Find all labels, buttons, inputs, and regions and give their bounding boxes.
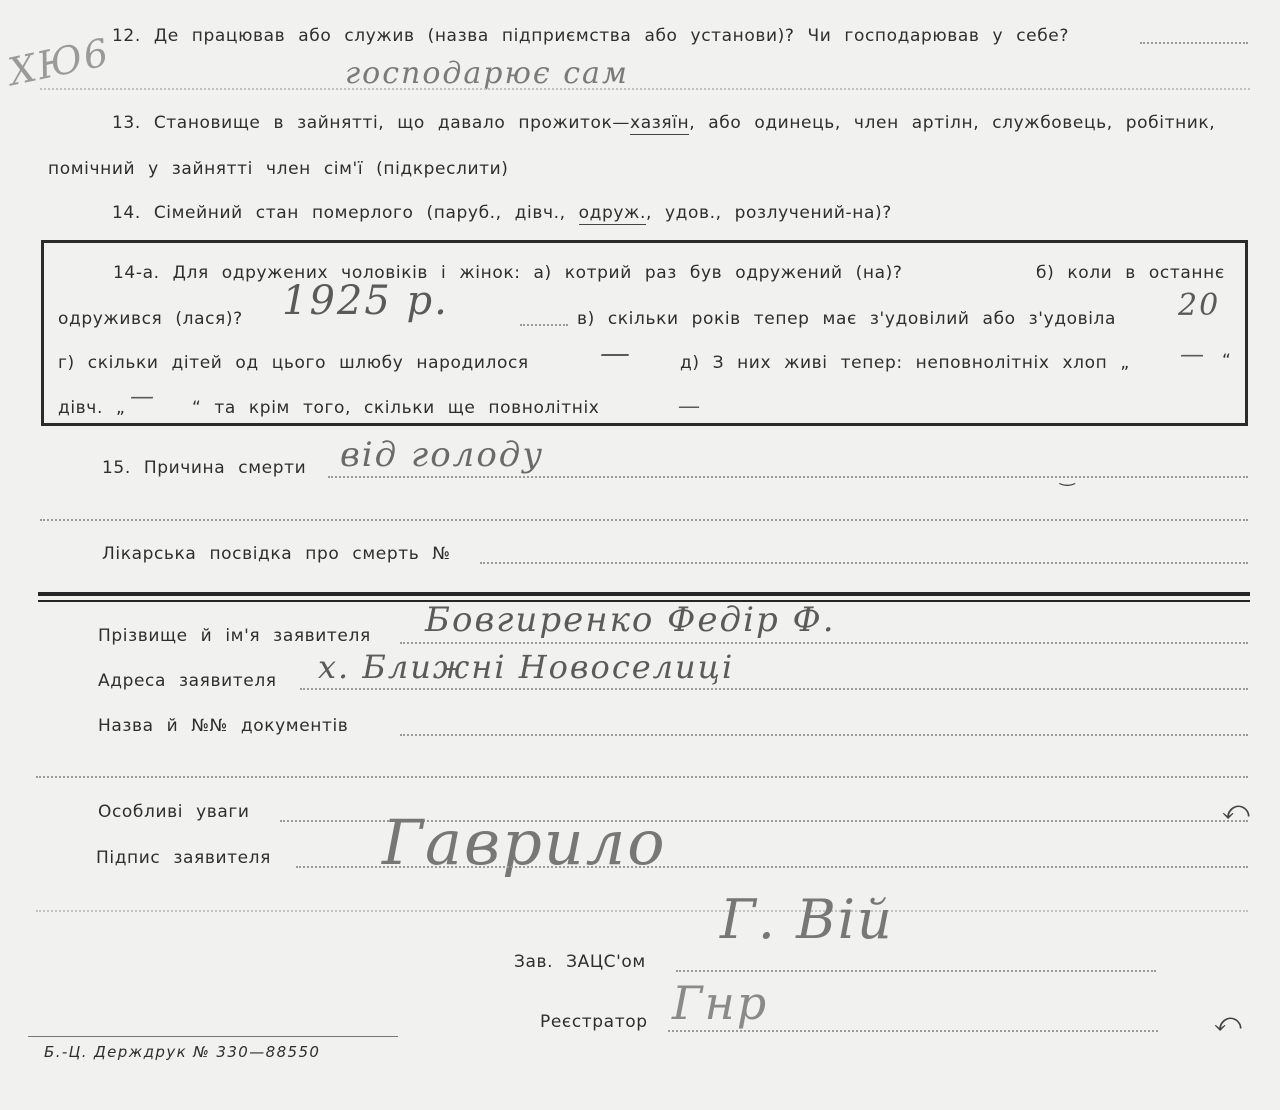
question-15-line bbox=[328, 476, 1248, 478]
registrar-line bbox=[668, 1030, 1158, 1032]
documents-line-2 bbox=[36, 776, 1248, 778]
footer-rule bbox=[28, 1036, 398, 1037]
printer-imprint: Б.-Ц. Держдрук № 330—88550 bbox=[44, 1043, 321, 1061]
question-14a-line-2a: одружився (лася)? bbox=[58, 309, 243, 329]
question-13-text-a: 13. Становище в зайнятті, що давало прожиток— bbox=[112, 113, 631, 133]
question-14a-line-1a: 14-а. Для одружених чоловіків і жінок: а) котрий раз був одружений (на)? bbox=[113, 263, 903, 283]
documents-line bbox=[400, 734, 1248, 736]
applicant-signature-handwritten: Гаврило bbox=[382, 806, 667, 879]
question-14-underlined-option: одруж. bbox=[578, 203, 646, 223]
question-14-text-b: , удов., розлучений-на)? bbox=[645, 203, 892, 223]
question-12-label: 12. Де працював або служив (назва підприємства або установи)? Чи господарював у себе? bbox=[112, 26, 1069, 46]
registrar-signature-handwritten: Гнр bbox=[672, 976, 769, 1030]
question-12-line bbox=[1140, 42, 1248, 44]
medical-certificate-label: Лікарська посвідка про смерть № bbox=[102, 544, 451, 564]
head-zags-label: Зав. ЗАЦС'ом bbox=[514, 952, 646, 972]
question-14-label bbox=[112, 203, 892, 223]
head-signature-handwritten: Г. Вій bbox=[720, 888, 894, 951]
registrar-label: Реєстратор bbox=[540, 1012, 648, 1032]
question-14a-line-1b: б) коли в останнє bbox=[1036, 263, 1225, 283]
margin-arrow-mark: ⤺ bbox=[1214, 1008, 1242, 1038]
applicant-name-label: Прізвище й ім'я заявителя bbox=[98, 626, 371, 646]
signature-extra-line bbox=[36, 910, 1248, 912]
margin-note: ХЮ6 bbox=[4, 29, 115, 95]
question-14a-line-4b: “ та крім того, скільки ще повнолітніх bbox=[192, 398, 600, 418]
applicant-address-line bbox=[300, 688, 1248, 690]
question-13-label bbox=[112, 113, 1215, 133]
margin-arrow-mark: ⤺ bbox=[1222, 796, 1250, 826]
cause-handwritten: від голоду bbox=[340, 435, 545, 475]
question-13-text-b: , або одинець, член артілн, службовець, робітник, bbox=[689, 113, 1216, 133]
applicant-signature-line bbox=[296, 866, 1248, 868]
margin-arrow-mark: ‿ bbox=[1060, 466, 1075, 487]
question-14-text-a: 14. Сімейний стан померлого (паруб., дівч., bbox=[112, 203, 566, 223]
medical-certificate-line bbox=[480, 562, 1248, 564]
question-15-label: 15. Причина смерти bbox=[102, 458, 307, 478]
question-12-answer-line bbox=[40, 88, 1250, 90]
boys-handwritten: — bbox=[1180, 340, 1206, 368]
applicant-address-label: Адреса заявителя bbox=[98, 671, 277, 691]
girls-handwritten: — bbox=[130, 382, 156, 410]
question-14a-line-2b: в) скільки років тепер має з'удовілий або з'удовіла bbox=[577, 309, 1117, 329]
question-14a-line-3a: г) скільки дітей од цього шлюбу народилося bbox=[58, 353, 529, 373]
married-year-handwritten: 1925 р. bbox=[282, 278, 449, 324]
question-13-line-2: помічний у зайнятті член сім'ї (підкреслити) bbox=[48, 159, 509, 179]
question-13-underlined-option: хазяїн bbox=[630, 113, 690, 133]
applicant-name-handwritten: Бовгиренко Федір Ф. bbox=[425, 600, 836, 640]
question-15-line-2 bbox=[40, 519, 1248, 521]
applicant-name-line bbox=[400, 642, 1248, 644]
documents-label: Назва й №№ документів bbox=[98, 716, 349, 736]
question-14a-line-4a: дівч. „ bbox=[58, 398, 126, 418]
head-zags-line bbox=[676, 970, 1156, 972]
married-year-line bbox=[520, 324, 568, 326]
children-born-handwritten: — bbox=[600, 336, 632, 371]
widowed-years-handwritten: 20 bbox=[1178, 288, 1221, 323]
notes-label: Особливі уваги bbox=[98, 802, 250, 822]
adults-handwritten: — bbox=[678, 394, 702, 419]
applicant-signature-label: Підпис заявителя bbox=[96, 848, 271, 868]
question-14a-line-3c: “ bbox=[1222, 351, 1232, 371]
section-divider-thick bbox=[38, 592, 1250, 596]
applicant-address-handwritten: х. Ближні Новоселиці bbox=[318, 648, 735, 686]
workplace-handwritten: господарює сам bbox=[345, 56, 629, 91]
question-14a-line-3b: д) З них живі тепер: неповнолітніх хлоп „ bbox=[680, 353, 1130, 373]
